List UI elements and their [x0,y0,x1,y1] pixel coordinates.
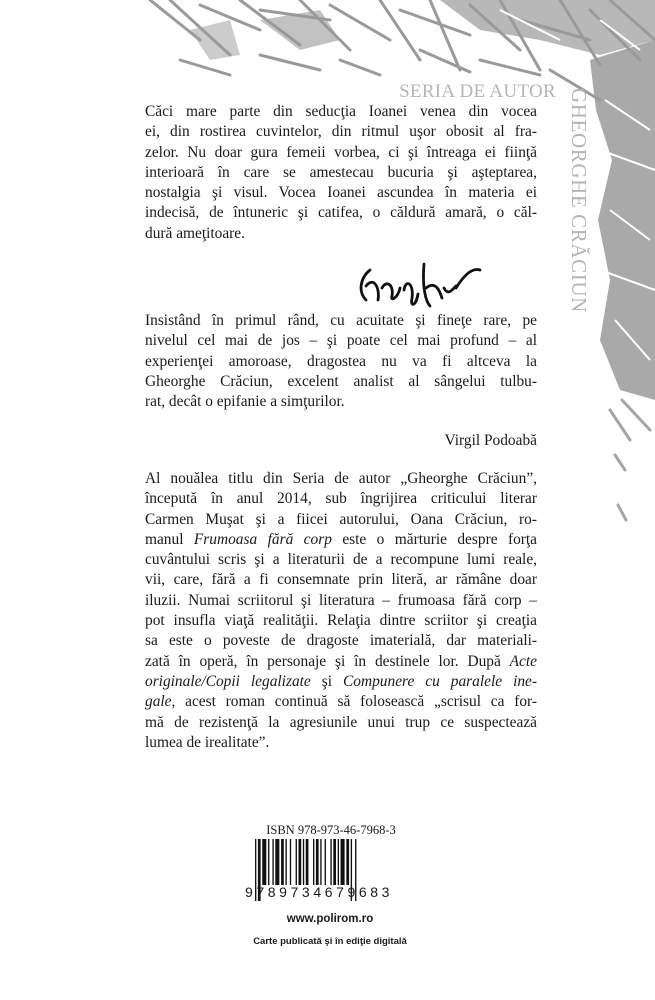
text-line [145,352,537,372]
text-segment: şi [310,672,344,690]
text-line [145,122,537,142]
text-line [145,652,537,672]
text-segment: este o mărturie despre forţa [331,530,537,548]
barcode-bar [346,839,349,885]
barcode-bar [281,839,284,885]
barcode-bar [299,839,302,885]
text-line [145,331,537,351]
text-line [145,591,537,611]
text-line [145,733,537,753]
text-segment: nostalgia şi visul. Vocea Ioanei ascundea în materia ei [145,184,537,202]
text-line [145,489,537,509]
barcode-bar [320,839,321,885]
barcode-bar [341,839,345,885]
text-line [145,692,537,712]
italic-title-text: originale/Copii legalizate [145,672,311,690]
text-segment: ei, din rostirea cuvintelor, din ritmul uşor obosit al fra- [145,123,537,141]
digital-edition-note: Carte publicată şi în ediţie digitală [253,936,407,947]
barcode-bar [290,839,291,885]
text-line [145,392,537,412]
text-segment: mă de rezistenţă la agresiunile unui trup ce suspectează [145,713,537,731]
text-segment: cuvântului scris şi a literaturii de a recompune lumi reale, [145,551,537,569]
barcode-bar [272,839,273,885]
text-segment: vii, care, fără a fi consemnate prin literă, ar rămâne doar [145,571,537,589]
text-line [145,530,537,550]
text-segment: Al nouălea titlu din Seria de autor „Gheorghe Crăciun”, [145,470,537,487]
barcode-number: 9789734679683 [245,884,394,900]
text-line [145,163,537,183]
text-line [145,713,537,733]
series-label: SERIA DE AUTOR [399,81,556,102]
text-segment: indecisă, de întuneric şi catifea, o căldură amară, o căl- [145,204,537,222]
text-line [145,510,537,530]
text-line [145,203,537,223]
text-line [145,570,537,590]
text-line [145,143,537,163]
italic-title-text: Compunere cu paralele ine- [343,672,538,690]
text-segment: interioară în care se amestecau bucuria şi aşteptarea, [145,163,537,181]
italic-title-text: Frumoasa fără corp [193,530,332,548]
book-description [145,469,537,753]
barcode-bar [296,839,297,885]
barcode-bar [275,839,279,885]
barcode-bar [303,839,304,885]
text-segment: începută în anul 2014, sub îngrijirea criticului literar [145,490,537,508]
text-line [145,311,537,331]
barcode-bar [285,839,286,885]
critic-attribution: Virgil Podoabă [444,432,537,449]
text-segment: Carmen Muşat şi a fiicei autorului, Oana Crăciun, ro- [145,510,537,528]
text-line [145,372,537,392]
text-segment: Căci mare parte din seducţia Ioanei venea din vocea [145,103,537,120]
text-segment: experienţei amoroase, dragostea nu va fi altceva la [145,352,537,370]
text-segment: Gheorghe Crăciun, excelent analist al sângelui tulbu- [145,372,537,390]
text-segment: sa este o poveste de dragoste imaterială, dar materiali- [145,632,537,650]
text-line [145,183,537,203]
text-line [145,102,537,122]
barcode-bar [338,839,339,885]
text-segment: rat, decât o epifanie a simţurilor. [145,393,345,411]
text-line [145,672,537,692]
italic-title-text: gale [145,693,172,711]
critic-quote [145,311,537,412]
spine-author-name [562,88,592,338]
text-line [145,550,537,570]
barcode-bar [262,839,266,885]
text-segment: zelor. Nu doar gura femeii vorbea, ci şi întreaga ei fiinţă [145,143,537,161]
barcode-bar [330,839,331,885]
text-line [145,224,537,244]
barcode-bar [313,839,314,885]
author-vertical-text: GHEORGHE CRĂCIUN [567,88,591,313]
barcode-bar [306,839,309,885]
text-segment: dură ameţitoare. [145,224,245,242]
barcode-bar [333,839,336,885]
text-line [145,631,537,651]
text-segment: iluzii. Numai scriitorul şi literatura – frumoasa fără corp – [145,591,537,609]
author-signature [352,258,482,310]
text-line [145,469,537,489]
text-segment: lumea de irealitate”. [145,733,270,751]
text-segment: manul [145,530,194,548]
barcode-bar [316,839,319,885]
text-line [145,611,537,631]
text-segment: nivelul cel mai de jos – şi poate cel mai profund – al [145,332,537,350]
author-quote [145,102,537,244]
text-segment: Insistând în primul rând, cu acuitate şi fineţe rare, pe [145,312,537,329]
text-segment: , acest roman continuă să folosească „scrisul ca for- [171,693,537,711]
publisher-website-link[interactable]: www.polirom.ro [286,913,374,925]
isbn-label: ISBN 978-973-46-7968-3 [266,823,396,837]
text-segment: zată în operă, în personaje şi în destinele lor. După [145,652,510,670]
barcode-bar [325,839,326,885]
text-segment: pot insufla viaţă realităţii. Relaţia dintre scriitor şi creaţia [145,612,537,630]
italic-title-text: Acte [509,652,537,670]
barcode-bar [268,839,269,885]
